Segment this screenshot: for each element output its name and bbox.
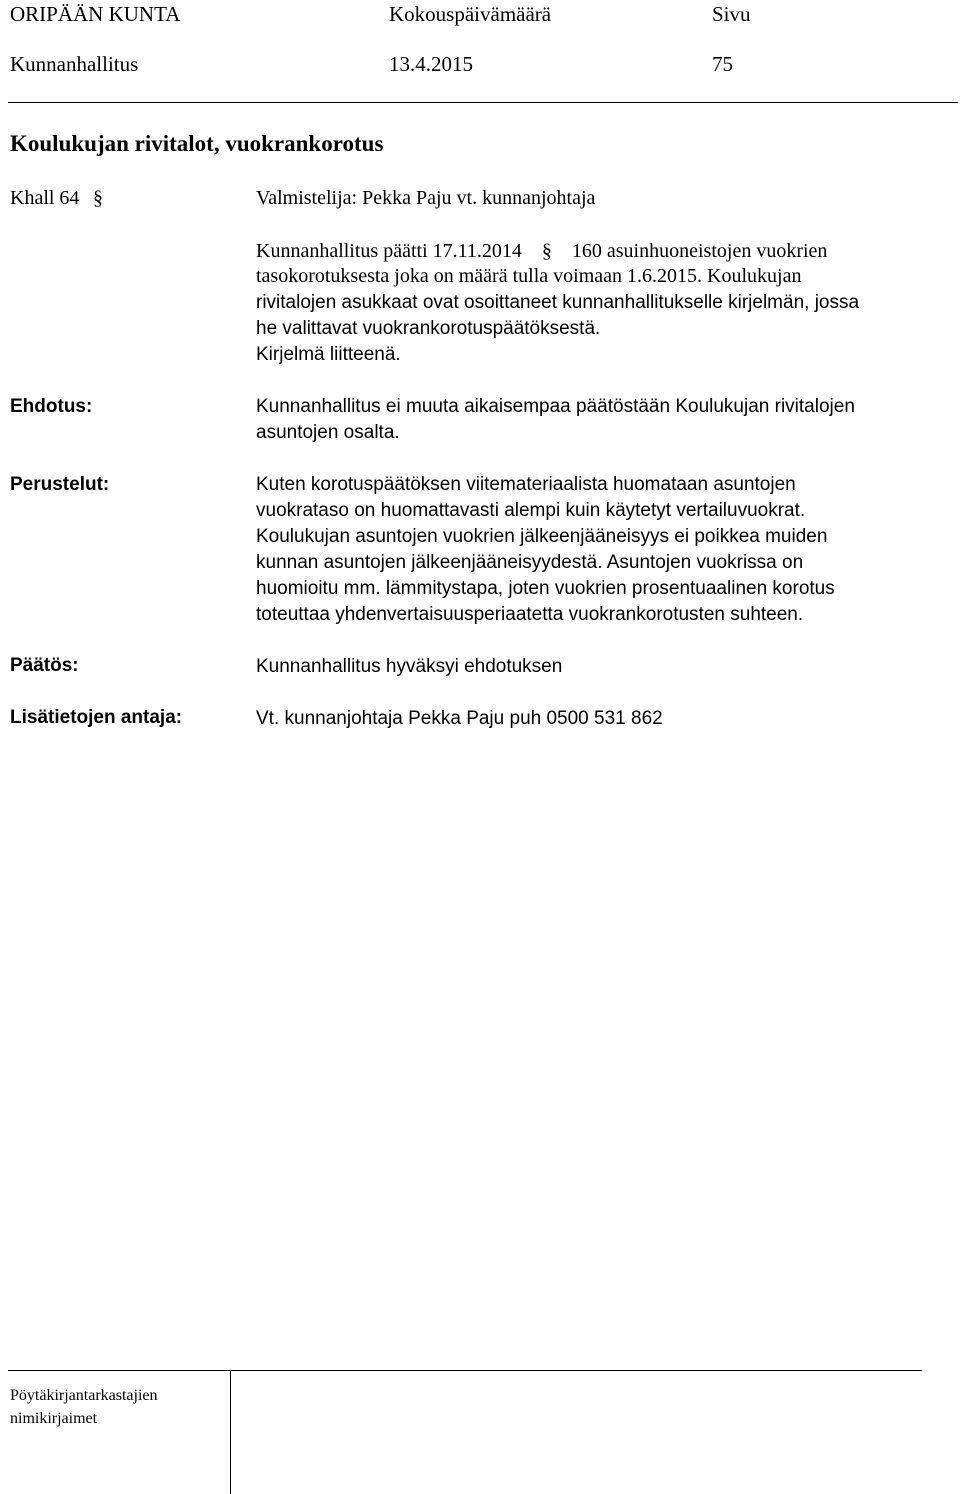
initials-label-line-2: nimikirjaimet bbox=[10, 1410, 98, 1427]
intro-line-1 bbox=[256, 240, 827, 263]
footer-rule bbox=[8, 1370, 922, 1371]
decision-label: Päätös: bbox=[10, 655, 79, 676]
intro-line-5: Kirjelmä liitteenä. bbox=[256, 344, 401, 365]
reasons-label: Perustelut: bbox=[10, 474, 110, 495]
case-reference: Khall 64 bbox=[10, 187, 80, 209]
section-symbol: § bbox=[93, 187, 103, 209]
reasons-line: Koulukujan asuntojen vuokrien jälkeenjääneisyys ei poikkea muiden bbox=[256, 526, 828, 547]
body-name: Kunnanhallitus bbox=[10, 52, 139, 76]
footer-divider bbox=[230, 1370, 231, 1494]
meeting-date: 13.4.2015 bbox=[389, 52, 473, 76]
reasons-text bbox=[256, 472, 936, 628]
proposal-line: Kunnanhallitus ei muuta aikaisempaa päätöstään Koulukujan rivitalojen bbox=[256, 396, 855, 417]
proposal-label: Ehdotus: bbox=[10, 396, 93, 417]
document-title: Koulukujan rivitalot, vuokrankorotus bbox=[10, 131, 384, 156]
reasons-line: kunnan asuntojen jälkeenjääneisyydestä. Asuntojen vuokrissa on bbox=[256, 552, 804, 573]
page-number: 75 bbox=[712, 52, 733, 76]
date-label: Kokouspäivämäärä bbox=[389, 2, 552, 26]
contact-label: Lisätietojen antaja: bbox=[10, 707, 183, 728]
intro-line-2 bbox=[256, 265, 801, 288]
intro-line-1-post: 160 asuinhuoneistojen vuokrien bbox=[571, 240, 828, 262]
proposal-text bbox=[256, 394, 936, 446]
intro-line-1-pre: Kunnanhallitus päätti 17.11.2014 bbox=[256, 240, 522, 262]
reasons-line: huomioitu mm. lämmitystapa, joten vuokrien prosentuaalinen korotus bbox=[256, 578, 835, 599]
intro-line-3: rivitalojen asukkaat ovat osoittaneet kunnanhallitukselle kirjelmän, jossa bbox=[256, 292, 860, 313]
intro-line-2-text: tasokorotuksesta joka on määrä tulla voimaan 1.6.2015. Koulukujan bbox=[256, 265, 802, 287]
decision-text: Kunnanhallitus hyväksyi ehdotuksen bbox=[256, 656, 563, 677]
initials-label-line-1: Pöytäkirjantarkastajien bbox=[10, 1387, 158, 1404]
intro-line-4: he valittavat vuokrankorotuspäätöksestä. bbox=[256, 318, 601, 339]
page-label: Sivu bbox=[712, 2, 751, 26]
intro-section-symbol: § bbox=[541, 240, 552, 262]
header-rule bbox=[8, 102, 958, 103]
reasons-line: Kuten korotuspäätöksen viitemateriaalista huomataan asuntojen bbox=[256, 474, 796, 495]
reasons-line: vuokrataso on huomattavasti alempi kuin käytetyt vertailuvuokrat. bbox=[256, 500, 806, 521]
proposal-line: asuntojen osalta. bbox=[256, 422, 400, 443]
reasons-line: toteuttaa yhdenvertaisuusperiaatetta vuokrankorotusten suhteen. bbox=[256, 604, 804, 625]
preparer: Valmistelija: Pekka Paju vt. kunnanjohtaja bbox=[256, 187, 596, 209]
contact-text: Vt. kunnanjohtaja Pekka Paju puh 0500 531 862 bbox=[256, 708, 663, 729]
org-name: ORIPÄÄN KUNTA bbox=[10, 2, 181, 26]
